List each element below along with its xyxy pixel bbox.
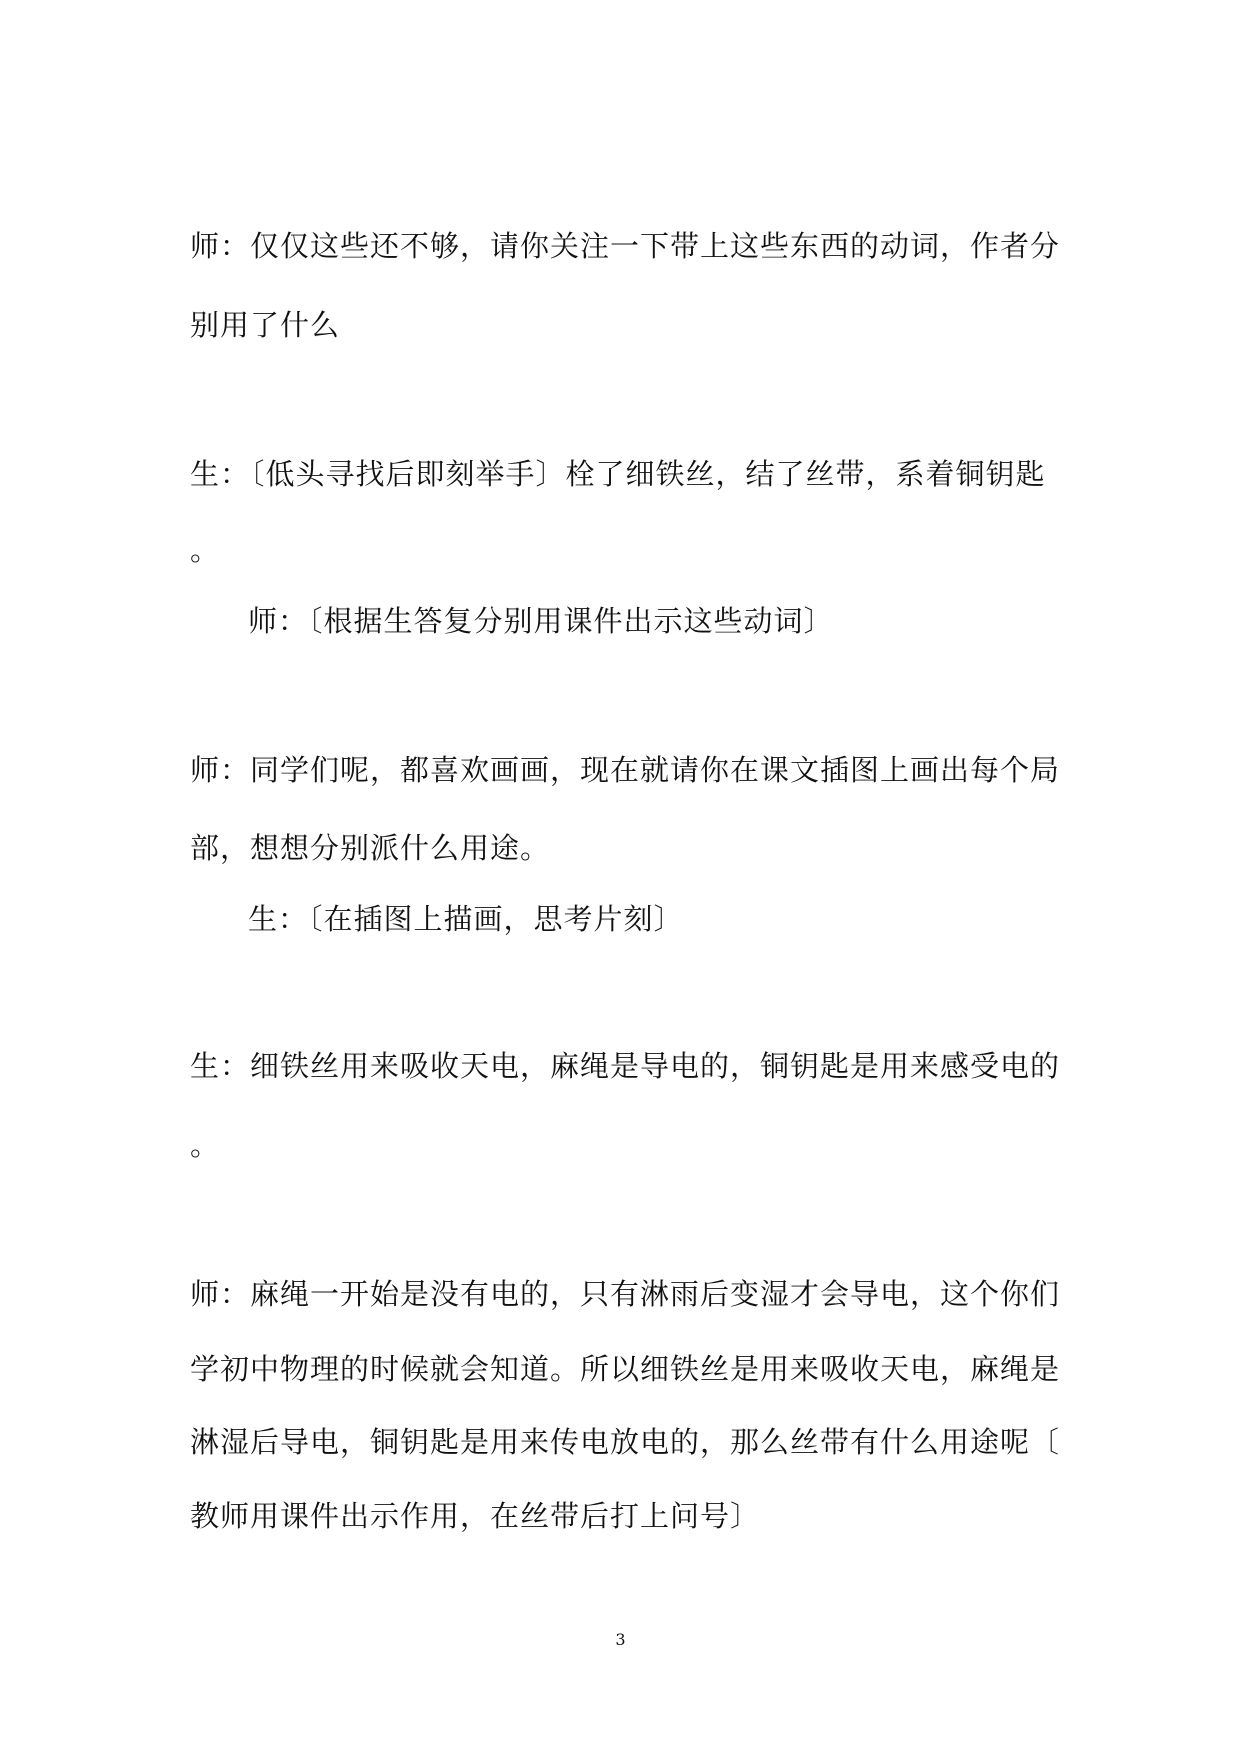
paragraph-teacher-4-line-2: 学初中物理的时候就会知道。所以细铁丝是用来吸收天电，麻绳是 — [190, 1352, 1061, 1386]
paragraph-student-3-line-1: 生：细铁丝用来吸收天电，麻绳是导电的，铜钥匙是用来感受电的 — [190, 1049, 1061, 1083]
paragraph-student-3-line-2: 。 — [190, 1128, 221, 1162]
paragraph-teacher-4-line-1: 师：麻绳一开始是没有电的，只有淋雨后变湿才会导电，这个你们 — [190, 1277, 1061, 1311]
paragraph-teacher-1-line-2: 别用了什么 — [190, 308, 341, 342]
paragraph-teacher-2-line-1: 师：〔根据生答复分别用课件出示这些动词〕 — [248, 604, 834, 638]
paragraph-teacher-3-line-2: 部，想想分别派什么用途。 — [190, 831, 551, 865]
paragraph-teacher-1-line-1: 师：仅仅这些还不够，请你关注一下带上这些东西的动词，作者分 — [190, 229, 1061, 263]
paragraph-teacher-4-line-4: 教师用课件出示作用，在丝带后打上问号〕 — [190, 1499, 761, 1533]
paragraph-teacher-4-line-3: 淋湿后导电，铜钥匙是用来传电放电的，那么丝带有什么用途呢〔 — [190, 1425, 1061, 1459]
page-number: 3 — [615, 1630, 626, 1649]
paragraph-student-1-line-2: 。 — [190, 533, 221, 567]
paragraph-student-1-line-1: 生：〔低头寻找后即刻举手〕栓了细铁丝，结了丝带，系着铜钥匙 — [190, 457, 1046, 491]
paragraph-student-2-line-1: 生：〔在插图上描画，思考片刻〕 — [248, 902, 684, 936]
paragraph-teacher-3-line-1: 师：同学们呢，都喜欢画画，现在就请你在课文插图上画出每个局 — [190, 753, 1061, 787]
